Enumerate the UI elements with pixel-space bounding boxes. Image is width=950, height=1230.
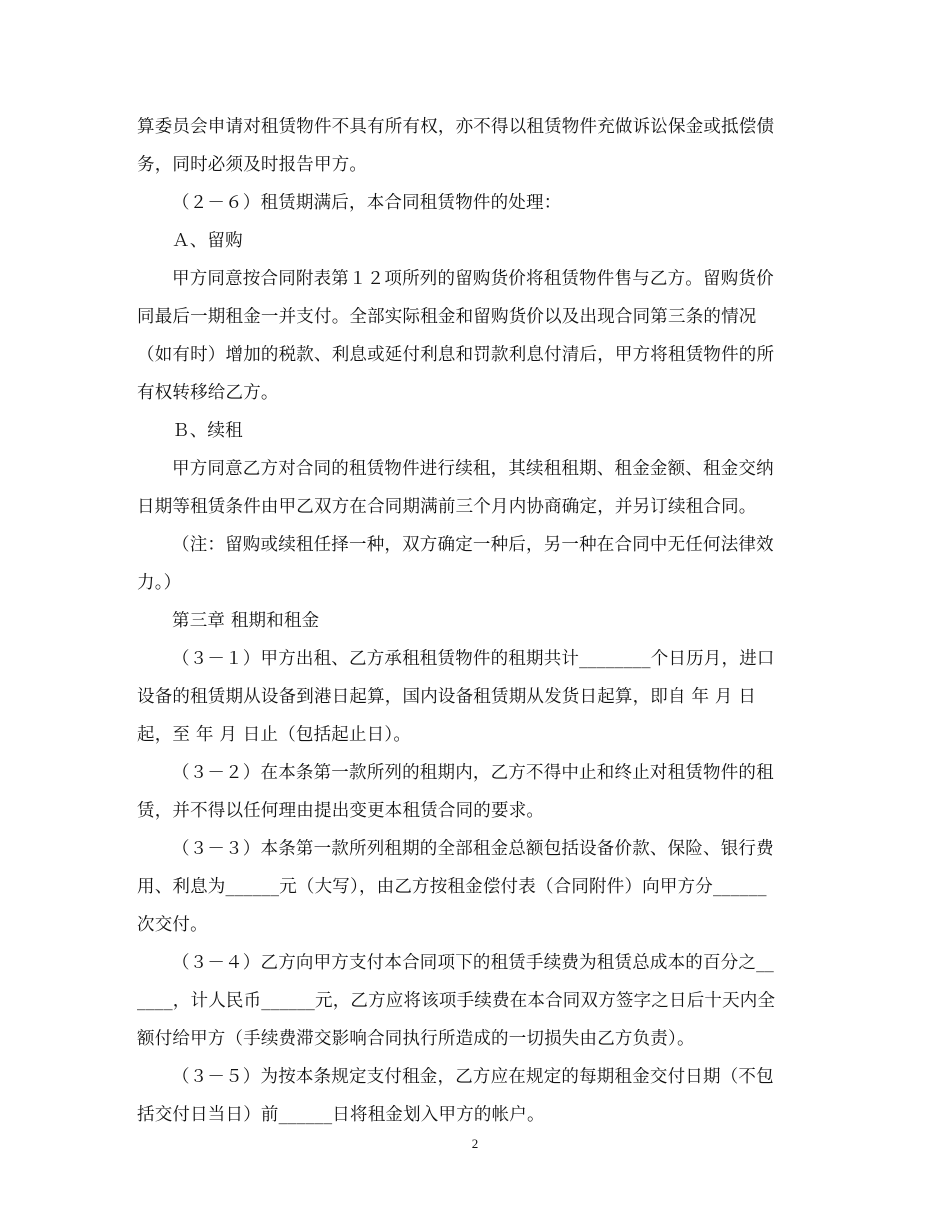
text-line: 甲方同意按合同附表第１２项所列的留购货价将租赁物件售与乙方。留购货价 xyxy=(172,269,774,289)
option-heading-a: Ａ、留购 xyxy=(172,231,243,251)
text-line: 务，同时必须及时报告甲方。 xyxy=(137,155,368,175)
text-line: 次交付。 xyxy=(137,915,208,935)
text-line: （３－２）在本条第一款所列的租期内，乙方不得中止和终止对租赁物件的租 xyxy=(172,763,774,783)
note-line: （注：留购或续租任择一种，双方确定一种后，另一种在合同中无任何法律效 xyxy=(172,535,774,555)
text-line: 日期等租赁条件由甲乙双方在合同期满前三个月内协商确定，并另订续租合同。 xyxy=(137,497,757,517)
text-line: （３－１）甲方出租、乙方承租租赁物件的租期共计________个日历月，进口 xyxy=(172,649,775,669)
text-line: 赁，并不得以任何理由提出变更本租赁合同的要求。 xyxy=(137,801,545,821)
text-line: 括交付日当日）前______日将租金划入甲方的帐户。 xyxy=(137,1105,545,1125)
text-line: 有权转移给乙方。 xyxy=(137,383,279,403)
text-line: 算委员会申请对租赁物件不具有所有权，亦不得以租赁物件充做诉讼保金或抵偿债 xyxy=(137,117,775,137)
chapter-heading: 第三章 租期和租金 xyxy=(172,611,320,631)
text-line: 额付给甲方（手续费滞交影响合同执行所造成的一切损失由乙方负责）。 xyxy=(137,1029,695,1049)
text-line: ____，计人民币______元，乙方应将该项手续费在本合同双方签字之日后十天内全 xyxy=(137,991,776,1011)
option-heading-b: Ｂ、续租 xyxy=(172,421,243,441)
section-heading: （２－６）租赁期满后，本合同租赁物件的处理： xyxy=(172,193,562,213)
text-line: （３－４）乙方向甲方支付本合同项下的租赁手续费为租赁总成本的百分之__ xyxy=(172,953,774,973)
text-line: 同最后一期租金一并支付。全部实际租金和留购货价以及出现合同第三条的情况 xyxy=(137,307,757,327)
text-line: （３－３）本条第一款所列租期的全部租金总额包括设备价款、保险、银行费 xyxy=(172,839,774,859)
text-line: （如有时）增加的税款、利息或延付利息和罚款利息付清后，甲方将租赁物件的所 xyxy=(137,345,775,365)
text-line: 甲方同意乙方对合同的租赁物件进行续租，其续租租期、租金金额、租金交纳 xyxy=(172,459,774,479)
note-line: 力。） xyxy=(137,573,182,593)
text-line: （３－５）为按本条规定支付租金，乙方应在规定的每期租金交付日期（不包 xyxy=(172,1067,774,1087)
page-number: 2 xyxy=(471,1136,479,1151)
text-line: 用、利息为______元（大写），由乙方按租金偿付表（合同附件）向甲方分______ xyxy=(137,877,767,897)
text-line: 设备的租赁期从设备到港日起算，国内设备租赁期从发货日起算，即自 年 月 日 xyxy=(137,687,757,707)
text-line: 起，至 年 月 日止（包括起止日）。 xyxy=(137,725,412,745)
